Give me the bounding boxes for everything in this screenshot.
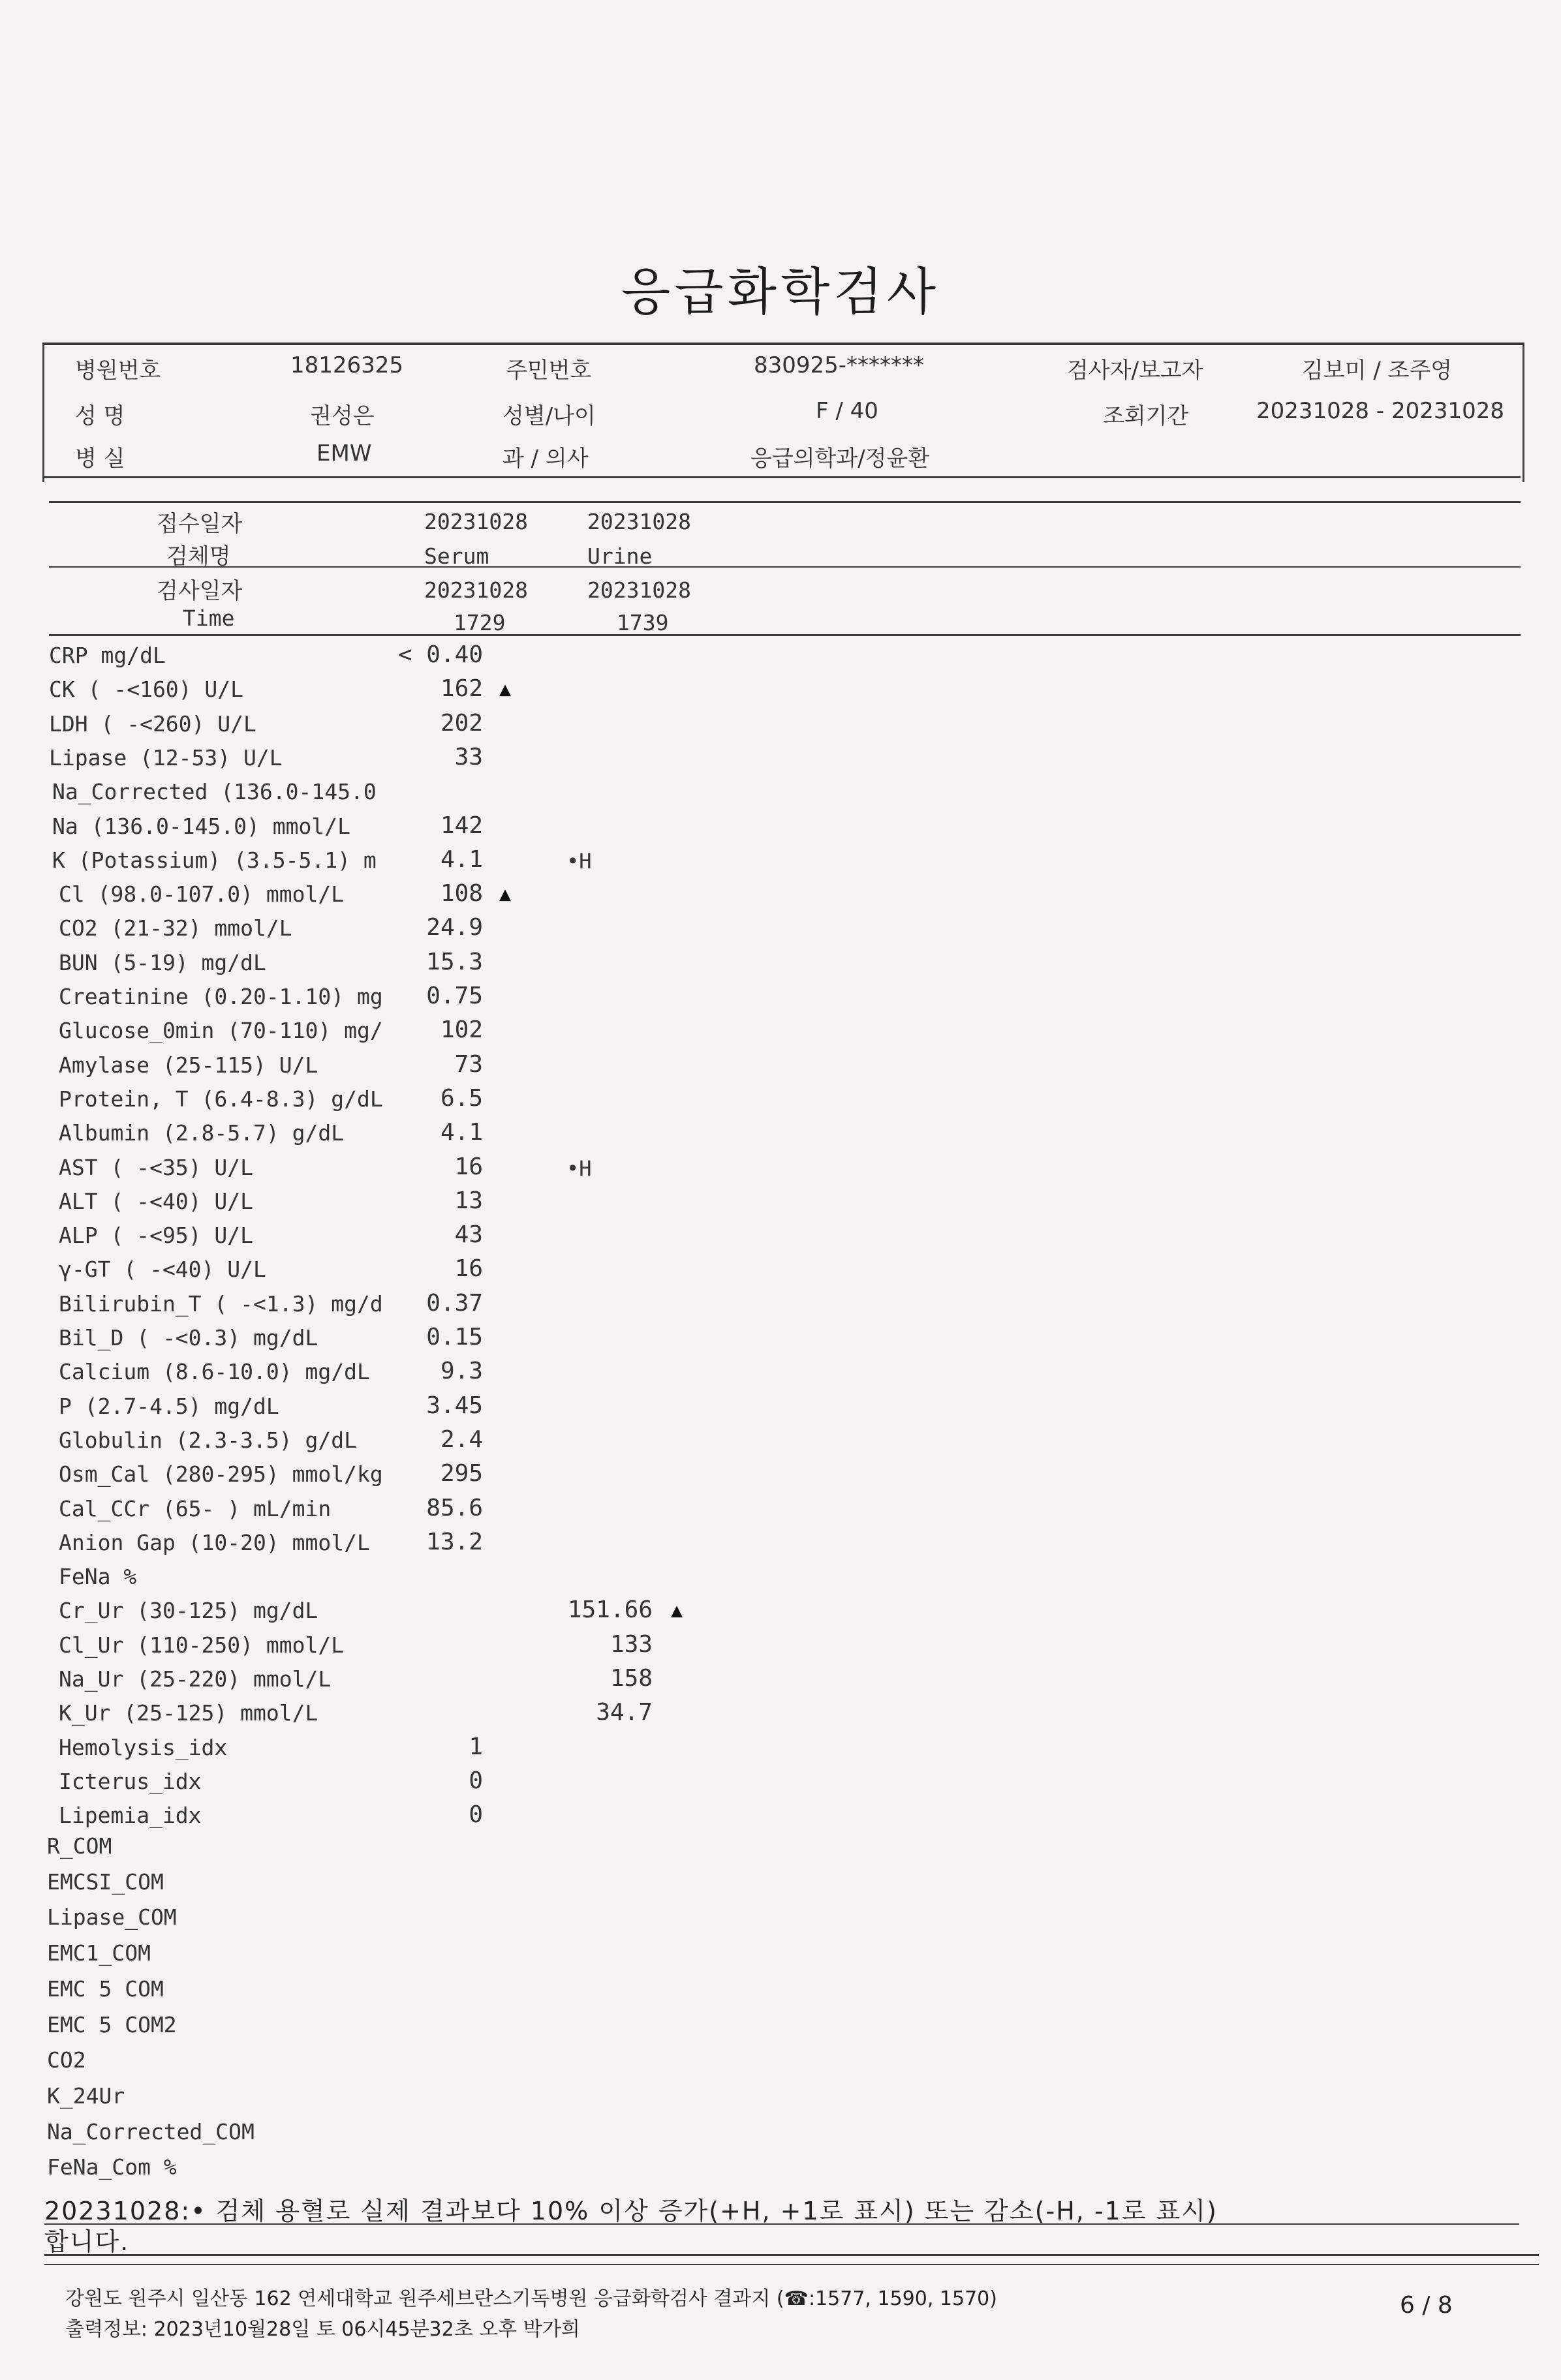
comment-code: Na_Corrected_COM xyxy=(47,2119,255,2144)
test-name: Na_Ur (25-220) mmol/L xyxy=(59,1666,332,1692)
comment-code: FeNa_Com % xyxy=(47,2154,177,2180)
test-name: LDH ( -<260) U/L xyxy=(49,711,256,737)
comment-code: Lipase_COM xyxy=(47,1904,177,1930)
test-name: P (2.7-4.5) mg/dL xyxy=(59,1394,279,1419)
patient-no: 18126325 xyxy=(290,352,404,378)
report-title: 응급화학검사 xyxy=(621,263,940,322)
comment-code: EMCSI_COM xyxy=(47,1869,164,1895)
serum-value: 0 xyxy=(469,1767,483,1794)
dept-doctor: 응급의학과/정윤환 xyxy=(750,446,930,472)
serum-value: 102 xyxy=(440,1016,483,1043)
footer-top-rule xyxy=(44,2264,1539,2265)
urine-value: 158 xyxy=(610,1665,653,1692)
examiner-label: 검사자/보고자 xyxy=(1067,358,1203,384)
note-underline-2 xyxy=(44,2254,1539,2256)
test-name: Glucose_0min (70-110) mg/ xyxy=(59,1018,383,1043)
test-name: Osm_Cal (280-295) mmol/kg xyxy=(59,1461,383,1487)
serum-value: 85.6 xyxy=(426,1495,483,1521)
page-number: 6 / 8 xyxy=(1400,2292,1453,2319)
serum-value: 13 xyxy=(454,1187,483,1214)
serum-value: 4.1 xyxy=(440,846,483,873)
serum-value: 162 xyxy=(440,675,483,702)
test-name: Bilirubin_T ( -<1.3) mg/d xyxy=(59,1291,383,1317)
resident-no-label: 주민번호 xyxy=(506,358,592,384)
comment-code: EMC 5 COM2 xyxy=(47,2012,177,2037)
test-name: K (Potassium) (3.5-5.1) m xyxy=(52,847,377,873)
receipt-date-label: 접수일자 xyxy=(157,511,243,537)
serum-value: 0 xyxy=(469,1801,483,1828)
period-label: 조회기간 xyxy=(1103,403,1189,429)
serum-value: 295 xyxy=(440,1460,483,1487)
serum-value: 6.5 xyxy=(440,1085,483,1112)
serum-value: 0.37 xyxy=(426,1290,483,1317)
serum-value: 0.75 xyxy=(426,983,483,1009)
comment-code: EMC1_COM xyxy=(47,1940,151,1966)
serum-value: 13.2 xyxy=(426,1529,483,1555)
time-label: Time xyxy=(183,605,235,631)
test-name: Cl_Ur (110-250) mmol/L xyxy=(59,1632,345,1658)
urine-value: 133 xyxy=(610,1631,653,1658)
exam-date-label: 검사일자 xyxy=(157,578,243,604)
serum-value: 15.3 xyxy=(426,949,483,975)
serum-value: 202 xyxy=(440,710,483,737)
test-name: AST ( -<35) U/L xyxy=(59,1155,254,1180)
serum-value: 9.3 xyxy=(440,1358,483,1384)
dept-label: 과 / 의사 xyxy=(502,446,589,472)
test-name: Cr_Ur (30-125) mg/dL xyxy=(59,1598,318,1623)
test-name: Hemolysis_idx xyxy=(59,1735,228,1760)
specimen-type-serum: Serum xyxy=(424,543,489,569)
test-name: Na (136.0-145.0) mmol/L xyxy=(52,814,350,839)
serum-value: 0.15 xyxy=(426,1324,483,1350)
flag-high-icon: ▲ xyxy=(499,678,512,701)
header-bottom-rule xyxy=(42,476,1521,478)
comment-code: K_24Ur xyxy=(47,2083,125,2109)
serum-value: 24.9 xyxy=(426,914,483,941)
serum-value: 43 xyxy=(454,1221,483,1248)
serum-value: 1 xyxy=(469,1733,483,1760)
hemolysis-note-line2: 합니다. xyxy=(44,2227,130,2256)
test-name: K_Ur (25-125) mmol/L xyxy=(59,1700,318,1726)
specimen-type-label: 검체명 xyxy=(166,543,231,570)
hemolysis-note-line1: 20231028:• 검체 용혈로 실제 결과보다 10% 이상 증가(+H, +1로 표시) 또는 감소(-H, -1로 표시) xyxy=(44,2197,1218,2225)
serum-value: 73 xyxy=(454,1051,483,1078)
serum-value: 2.4 xyxy=(440,1426,483,1453)
serum-value: 108 xyxy=(440,880,483,907)
hemolysis-flag: •H xyxy=(566,1156,592,1181)
test-name: Bil_D ( -<0.3) mg/dL xyxy=(59,1325,318,1350)
specimen-top-rule xyxy=(49,501,1521,503)
name-label: 성 명 xyxy=(75,403,125,429)
serum-value: 3.45 xyxy=(426,1392,483,1419)
serum-value: 4.1 xyxy=(440,1119,483,1146)
exam-date-urine: 20231028 xyxy=(587,577,691,603)
time-serum: 1729 xyxy=(454,610,506,635)
flag-high-icon: ▲ xyxy=(671,1599,683,1622)
test-name: Cal_CCr (65- ) mL/min xyxy=(59,1496,332,1521)
test-name: Creatinine (0.20-1.10) mg xyxy=(59,984,383,1009)
test-name: Cl (98.0-107.0) mmol/L xyxy=(59,881,345,907)
urine-value: 34.7 xyxy=(596,1699,653,1726)
exam-date-serum: 20231028 xyxy=(424,577,528,603)
footer-address: 강원도 원주시 일산동 162 연세대학교 원주세브란스기독병원 응급화학검사 결과지 (☎:1577, 1590, 1570) xyxy=(65,2287,997,2310)
test-name: Lipemia_idx xyxy=(59,1803,202,1828)
serum-value: 33 xyxy=(454,744,483,770)
period: 20231028 - 20231028 xyxy=(1256,398,1504,424)
hemolysis-flag: •H xyxy=(566,849,592,874)
note-underline-1 xyxy=(44,2223,1519,2225)
test-name: FeNa % xyxy=(59,1564,137,1589)
serum-value: < 0.40 xyxy=(397,641,483,668)
patient-no-label: 병원번호 xyxy=(75,358,161,384)
test-name: Albumin (2.8-5.7) g/dL xyxy=(59,1120,345,1146)
urine-value: 151.66 xyxy=(567,1596,653,1623)
test-name: Calcium (8.6-10.0) mg/dL xyxy=(59,1359,370,1384)
test-name: ALT ( -<40) U/L xyxy=(59,1189,254,1214)
test-name: CRP mg/dL xyxy=(49,643,166,668)
test-name: Amylase (25-115) U/L xyxy=(59,1052,318,1078)
test-name: Na_Corrected (136.0-145.0 xyxy=(52,779,377,804)
test-name: Icterus_idx xyxy=(59,1769,202,1794)
test-name: Anion Gap (10-20) mmol/L xyxy=(59,1530,370,1555)
specimen-type-urine: Urine xyxy=(587,543,653,569)
serum-value: 16 xyxy=(454,1255,483,1282)
ward-label: 병 실 xyxy=(75,446,125,472)
test-name: γ-GT ( -<40) U/L xyxy=(59,1257,266,1282)
specimen-bottom-rule xyxy=(49,634,1521,636)
ward: EMW xyxy=(317,440,372,466)
specimen-mid-rule xyxy=(49,566,1521,568)
test-name: CO2 (21-32) mmol/L xyxy=(59,915,292,941)
comment-code: EMC 5 COM xyxy=(47,1976,164,2002)
serum-value: 142 xyxy=(440,812,483,839)
test-name: Protein, T (6.4-8.3) g/dL xyxy=(59,1086,383,1112)
comment-code: CO2 xyxy=(47,2047,86,2073)
comment-code: R_COM xyxy=(47,1833,112,1859)
sex-age: F / 40 xyxy=(816,398,878,424)
flag-high-icon: ▲ xyxy=(499,883,512,906)
serum-value: 16 xyxy=(454,1153,483,1180)
time-urine: 1739 xyxy=(617,610,669,635)
resident-no: 830925-******* xyxy=(754,352,925,378)
receipt-date-urine: 20231028 xyxy=(587,509,691,534)
test-name: BUN (5-19) mg/dL xyxy=(59,950,266,975)
test-name: CK ( -<160) U/L xyxy=(49,677,244,702)
test-name: Globulin (2.3-3.5) g/dL xyxy=(59,1427,357,1453)
receipt-date-serum: 20231028 xyxy=(424,509,528,534)
patient-name: 권성은 xyxy=(310,403,375,429)
examiner: 김보미 / 조주영 xyxy=(1302,358,1453,384)
footer-print-info: 출력정보: 2023년10월28일 토 06시45분32초 오후 박가희 xyxy=(65,2318,580,2341)
sex-age-label: 성별/나이 xyxy=(502,403,596,429)
test-name: Lipase (12-53) U/L xyxy=(49,745,283,770)
test-name: ALP ( -<95) U/L xyxy=(59,1223,254,1248)
